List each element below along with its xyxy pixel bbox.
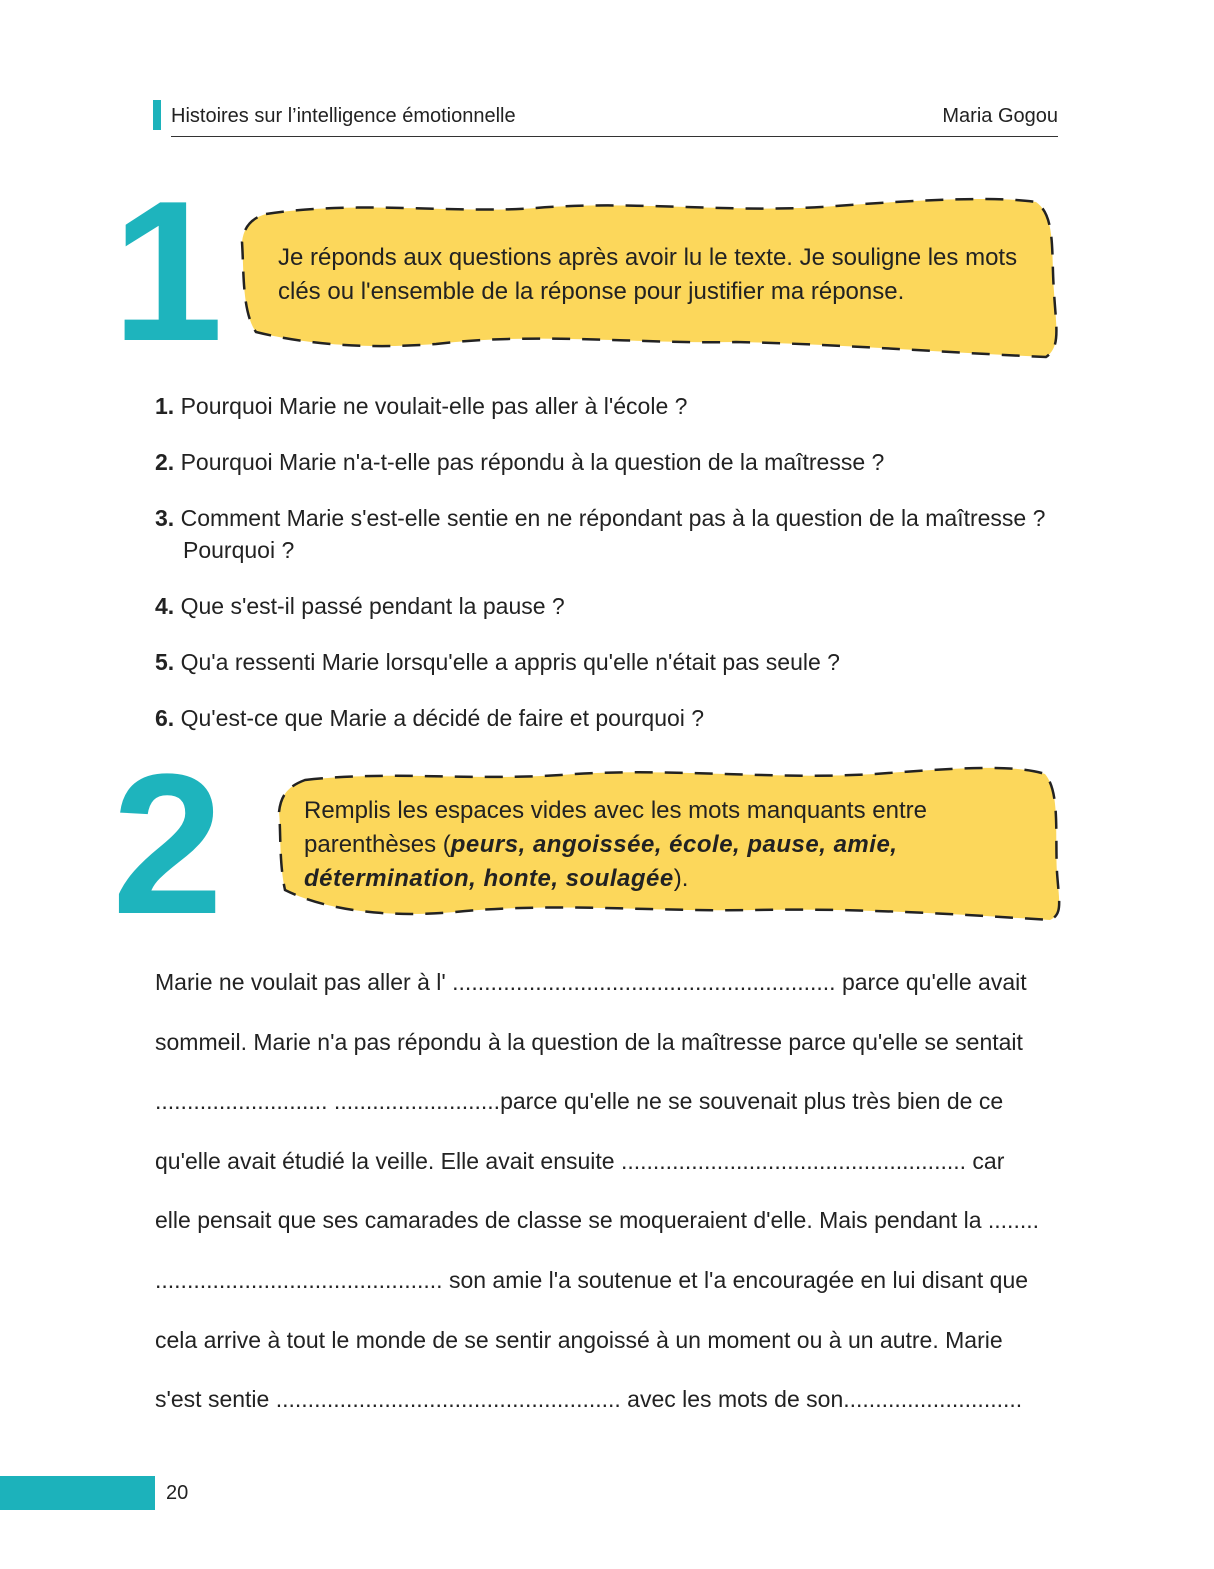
- instruction-line: [304, 828, 1004, 862]
- header-accent-bar: [153, 100, 161, 130]
- question-number: 6.: [155, 705, 175, 731]
- question-item: [155, 646, 1065, 678]
- question-item: [155, 502, 1065, 566]
- question-number: 3.: [155, 505, 175, 531]
- page-number: 20: [166, 1482, 189, 1504]
- instruction-text-1: [278, 241, 1038, 309]
- fill-line: s'est sentie ...................................................... avec les mots de son............................: [155, 1386, 1023, 1413]
- question-number: 5.: [155, 649, 175, 675]
- question-continuation: Pourquoi ?: [183, 537, 295, 563]
- instruction-line: clés ou l'ensemble de la réponse pour justifier ma réponse.: [278, 278, 905, 305]
- section-number-1: 1: [112, 160, 224, 383]
- footer-accent-bar: [0, 1476, 155, 1510]
- header-rule: [171, 136, 1058, 137]
- word-bank: détermination, honte, soulagée: [304, 865, 674, 892]
- book-title: Histoires sur l’intelligence émotionnelle: [171, 105, 516, 127]
- question-text: Pourquoi Marie ne voulait-elle pas aller à l'école ?: [180, 393, 688, 419]
- question-item: [155, 702, 1065, 734]
- question-item: [155, 590, 1065, 622]
- fill-line: cela arrive à tout le monde de se sentir angoissé à un moment ou à un autre. Marie: [155, 1326, 1003, 1353]
- author-name: Maria Gogou: [942, 105, 1058, 127]
- question-text: Pourquoi Marie n'a-t-elle pas répondu à la question de la maîtresse ?: [180, 449, 885, 475]
- instruction-suffix: ).: [673, 865, 689, 892]
- word-bank: peurs, angoissée, école, pause, amie,: [450, 831, 898, 858]
- fill-line: sommeil. Marie n'a pas répondu à la question de la maîtresse parce qu'elle se sentait: [155, 1028, 1023, 1055]
- fill-line: qu'elle avait étudié la veille. Elle avait ensuite ...................................................... car: [155, 1147, 1005, 1174]
- instruction-line: [304, 862, 1004, 896]
- instruction-prefix: parenthèses (: [304, 831, 451, 858]
- question-text: Qu'est-ce que Marie a décidé de faire et pourquoi ?: [180, 705, 705, 731]
- fill-line: ........................... ..........................parce qu'elle ne se souvenait plus très bien de ce: [155, 1088, 1004, 1115]
- question-number: 2.: [155, 449, 175, 475]
- instruction-line: Remplis les espaces vides avec les mots manquants entre: [304, 797, 927, 824]
- fill-line: Marie ne voulait pas aller à l' ............................................................ parce qu'elle avait: [155, 969, 1027, 995]
- question-number: 4.: [155, 593, 175, 619]
- question-list: [155, 390, 1065, 758]
- fill-line: elle pensait que ses camarades de classe se moqueraient d'elle. Mais pendant la ........: [155, 1207, 1040, 1234]
- question-item: [155, 390, 1065, 422]
- fill-in-text: [155, 960, 1058, 1437]
- instruction-line: Je réponds aux questions après avoir lu le texte. Je souligne les mots: [278, 244, 1018, 271]
- question-number: 1.: [155, 393, 175, 419]
- instruction-text-2: [304, 794, 1004, 896]
- question-text: Comment Marie s'est-elle sentie en ne répondant pas à la question de la maîtresse ?: [180, 505, 1046, 531]
- question-text: Que s'est-il passé pendant la pause ?: [180, 593, 565, 619]
- question-text: Qu'a ressenti Marie lorsqu'elle a appris qu'elle n'était pas seule ?: [180, 649, 840, 675]
- question-item: [155, 446, 1065, 478]
- fill-line: ............................................. son amie l'a soutenue et l'a encouragée en lui disant que: [155, 1266, 1029, 1293]
- section-number-2: 2: [112, 733, 224, 956]
